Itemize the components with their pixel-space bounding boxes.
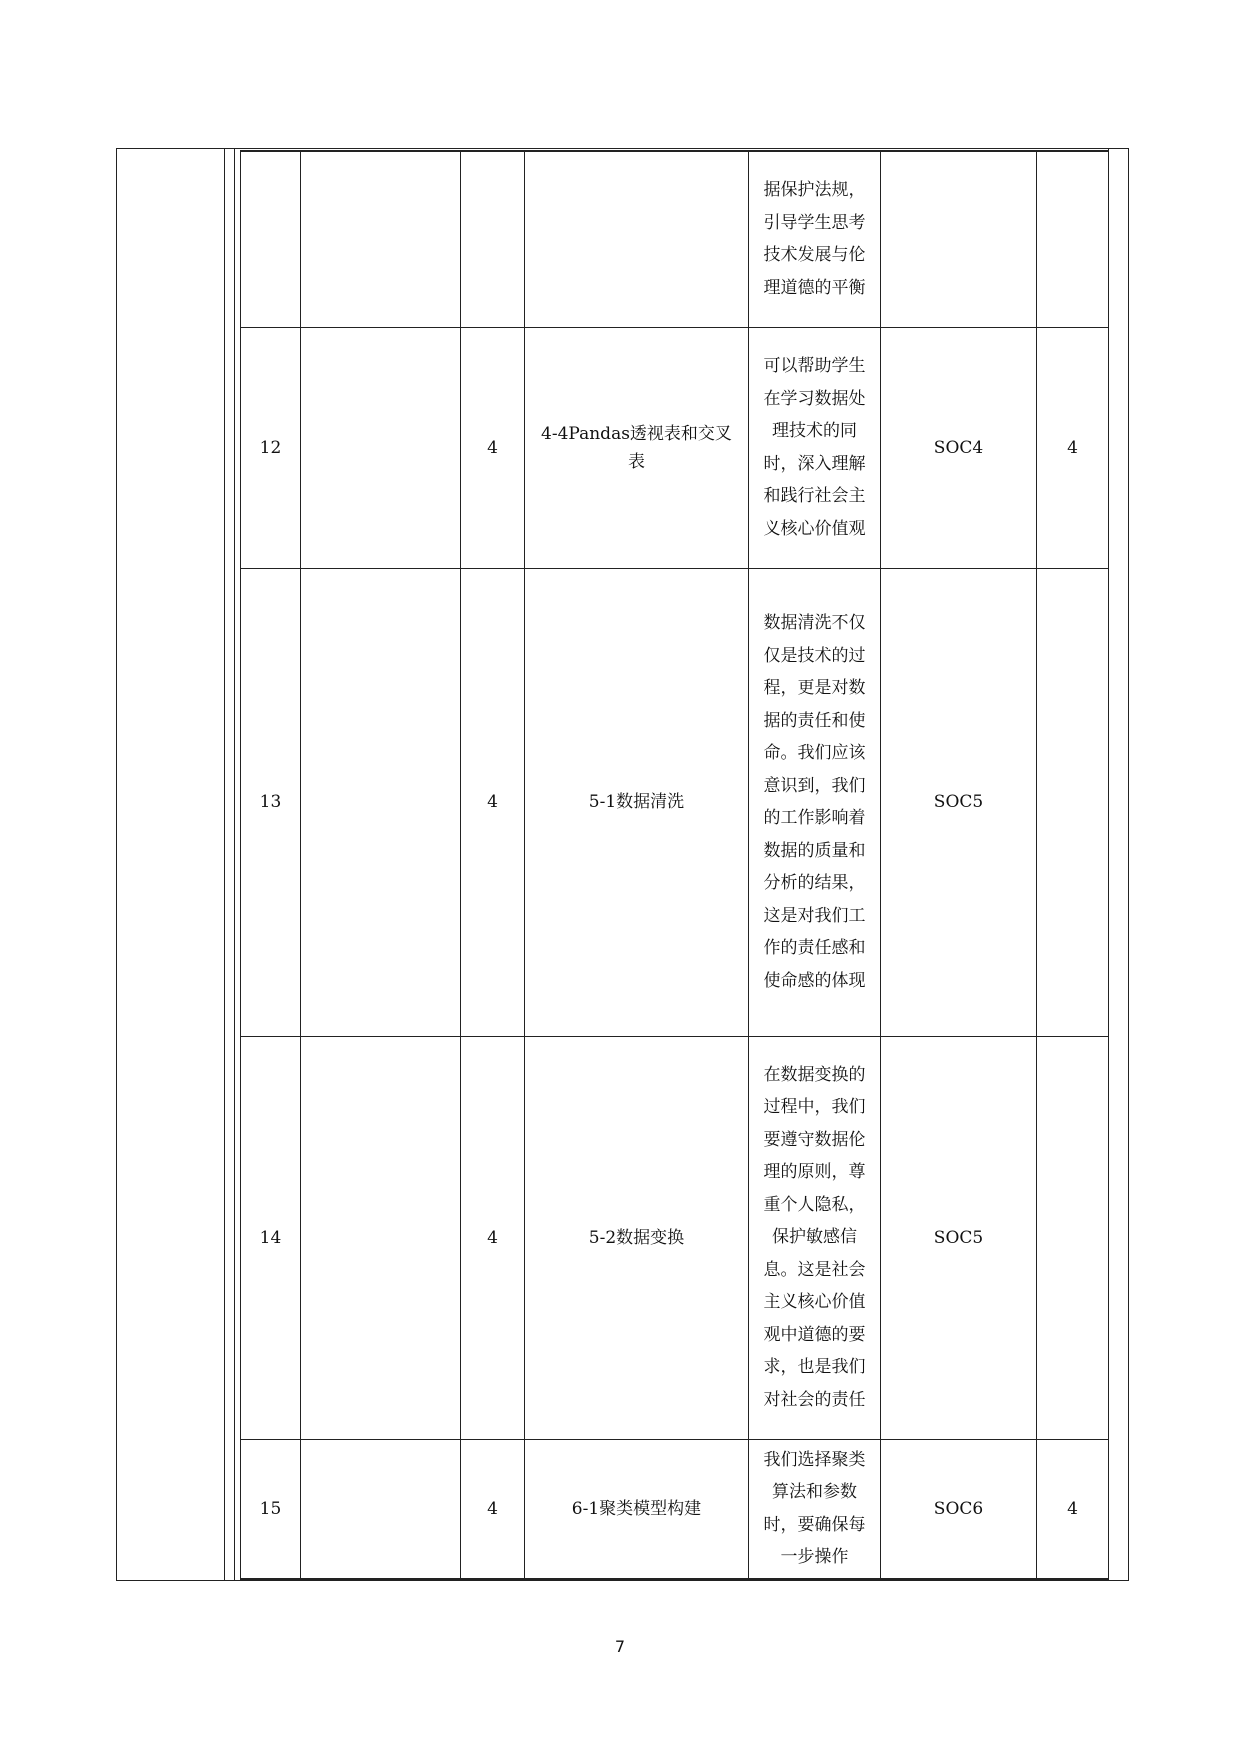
row-number-cell: 14 — [241, 1036, 301, 1439]
ideology-text-cell: 可以帮助学生在学习数据处理技术的同时，深入理解和践行社会主义核心价值观 — [749, 327, 881, 568]
hours-cell — [461, 151, 525, 327]
row-number-cell — [241, 151, 301, 327]
hours-cell: 4 — [461, 1439, 525, 1579]
ideology-text-cell: 我们选择聚类算法和参数时，要确保每一步操作 — [749, 1439, 881, 1579]
objective-code-cell: SOC4 — [881, 327, 1037, 568]
table-row — [241, 568, 1109, 1036]
outer-column-divider-2 — [234, 148, 235, 1581]
ideology-text-cell: 数据清洗不仅仅是技术的过程，更是对数据的责任和使命。我们应该意识到，我们的工作影响着数据的质量和分析的结果，这是对我们工作的责任感和使命感的体现 — [749, 568, 881, 1036]
table-row — [241, 1439, 1109, 1579]
objective-code-cell — [881, 151, 1037, 327]
objective-code-cell: SOC6 — [881, 1439, 1037, 1579]
table-row — [241, 327, 1109, 568]
last-column-cell — [1037, 1036, 1109, 1439]
last-column-cell: 4 — [1037, 327, 1109, 568]
row-number-cell: 12 — [241, 327, 301, 568]
ideology-text-cell: 在数据变换的过程中，我们要遵守数据伦理的原则，尊重个人隐私，保护敏感信息。这是社会主义核心价值观中道德的要求，也是我们对社会的责任 — [749, 1036, 881, 1439]
ideology-text-cell: 据保护法规，引导学生思考技术发展与伦理道德的平衡 — [749, 151, 881, 327]
last-column-cell — [1037, 568, 1109, 1036]
topic-cell: 5-1数据清洗 — [525, 568, 749, 1036]
row-number-cell: 13 — [241, 568, 301, 1036]
last-column-cell — [1037, 151, 1109, 327]
topic-cell: 4-4Pandas透视表和交叉表 — [525, 327, 749, 568]
topic-cell: 6-1聚类模型构建 — [525, 1439, 749, 1579]
last-column-cell: 4 — [1037, 1439, 1109, 1579]
blank-cell — [301, 327, 461, 568]
topic-cell: 5-2数据变换 — [525, 1036, 749, 1439]
hours-cell: 4 — [461, 568, 525, 1036]
objective-code-cell: SOC5 — [881, 1036, 1037, 1439]
schedule-table — [240, 150, 1109, 1580]
row-number-cell: 15 — [241, 1439, 301, 1579]
blank-cell — [301, 1439, 461, 1579]
table-row — [241, 151, 1109, 327]
page-number: 7 — [614, 1637, 626, 1656]
table-row — [241, 1036, 1109, 1439]
topic-cell — [525, 151, 749, 327]
blank-cell — [301, 568, 461, 1036]
blank-cell — [301, 151, 461, 327]
blank-cell — [301, 1036, 461, 1439]
hours-cell: 4 — [461, 1036, 525, 1439]
hours-cell: 4 — [461, 327, 525, 568]
objective-code-cell: SOC5 — [881, 568, 1037, 1036]
outer-column-divider-1 — [224, 148, 225, 1581]
